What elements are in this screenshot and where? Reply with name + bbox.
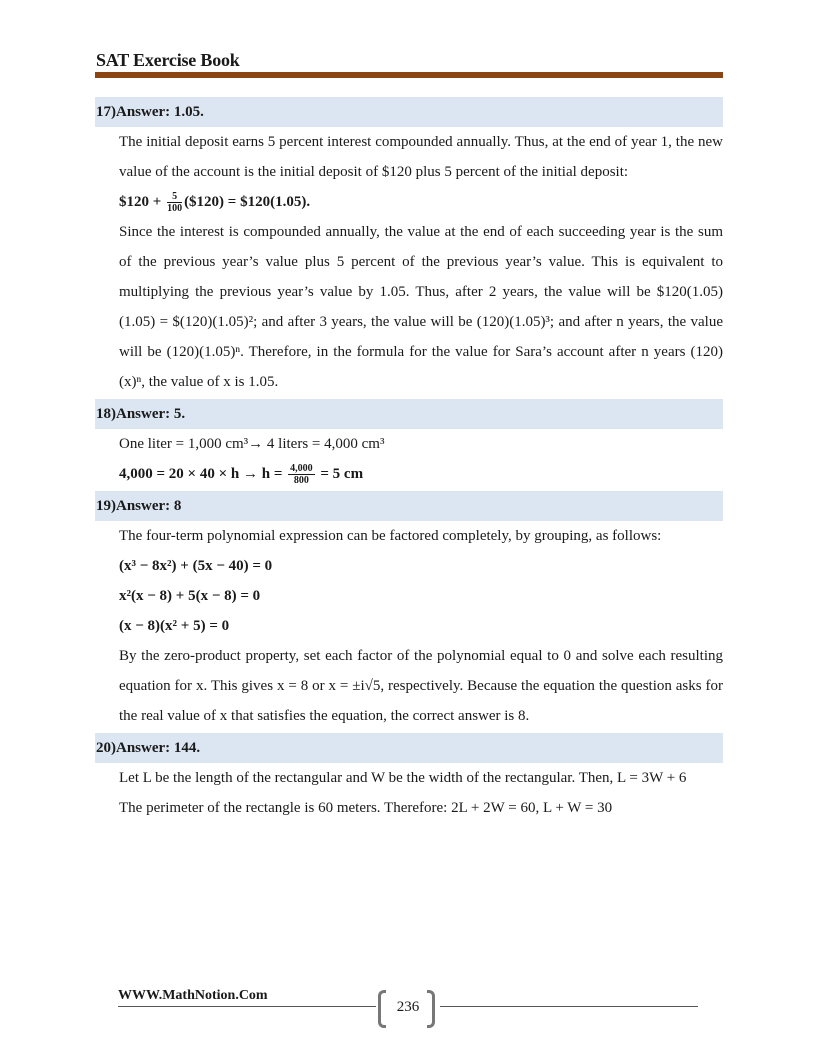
answer-19-heading: 19)Answer: 8 [95,491,723,521]
answer-17-paragraph-1: The initial deposit earns 5 percent interest compounded annually. Thus, at the end of year 1, the new value of the account is the initial deposit of $120 plus 5 percent of the initial deposit: [119,134,723,180]
header-title: SAT Exercise Book [96,50,240,70]
eq18-left: 4,000 = 20 × 40 × h → h = [119,466,287,482]
answer-18-paragraph-1: One liter = 1,000 cm³→ 4 liters = 4,000 cm³ [119,436,385,452]
main-content [95,95,723,823]
eq18-fraction [288,463,315,486]
answer-18-equation [119,459,723,489]
answer-19-equation-3: (x − 8)(x² + 5) = 0 [119,618,230,634]
answer-20-paragraph-2: The perimeter of the rectangle is 60 meters. Therefore: 2L + 2W = 60, L + W = 30 [119,800,613,816]
eq18-right: = 5 cm [316,466,364,482]
page-number: 236 [396,999,420,1015]
footer-rule-left [118,1006,376,1007]
answer-20-heading: 20)Answer: 144. [95,733,723,763]
eq18-numerator: 4,000 [290,463,313,475]
eq18-denominator: 800 [293,475,309,487]
eq17-left: $120 + [119,194,166,210]
answer-17-equation [119,187,723,217]
answer-17-paragraph-2: Since the interest is compounded annually, the value at the end of each succeeding year is the sum of the previous year’s value plus 5 percent of the previous year’s value. This is equivalent to multiplying the previous year’s value by 1.05. Thus, after 2 years, the value will be $120(1.05) (1.05) = $(120)(1.05)²; and after 3 years, the value will be (120)(1.05)³; and after n years, the value will be (120)(1.05)ⁿ. Therefore, in the formula for the value for Sara’s account after n years (120)(x)ⁿ, the value of x is 1.05. [119,224,723,390]
footer-rule-right [440,1006,698,1007]
header-rule [95,72,723,78]
eq17-numerator: 5 [167,191,182,203]
answer-19-paragraph-1: The four-term polynomial expression can be factored completely, by grouping, as follows: [119,528,662,544]
footer-site-link[interactable]: WWW.MathNotion.Com [118,988,268,1003]
answer-19-paragraph-2: By the zero-product property, set each factor of the polynomial equal to 0 and solve each resulting equation for x. This gives x = 8 or x = ±i√5, respectively. Because the equation the question asks for the real value of x that satisfies the equation, the correct answer is 8. [119,648,723,724]
answer-17-heading: 17)Answer: 1.05. [95,97,723,127]
answer-20-paragraph-1: Let L be the length of the rectangular and W be the width of the rectangular. Then, L = 3W + 6 [119,770,687,786]
eq17-denominator: 100 [167,203,183,215]
answer-18-heading: 18)Answer: 5. [95,399,723,429]
answer-19-equation-1: (x³ − 8x²) + (5x − 40) = 0 [119,558,273,574]
eq17-fraction [167,191,182,214]
answer-19-equation-2: x²(x − 8) + 5(x − 8) = 0 [119,588,261,604]
eq17-right: ($120) = $120(1.05). [184,194,311,210]
